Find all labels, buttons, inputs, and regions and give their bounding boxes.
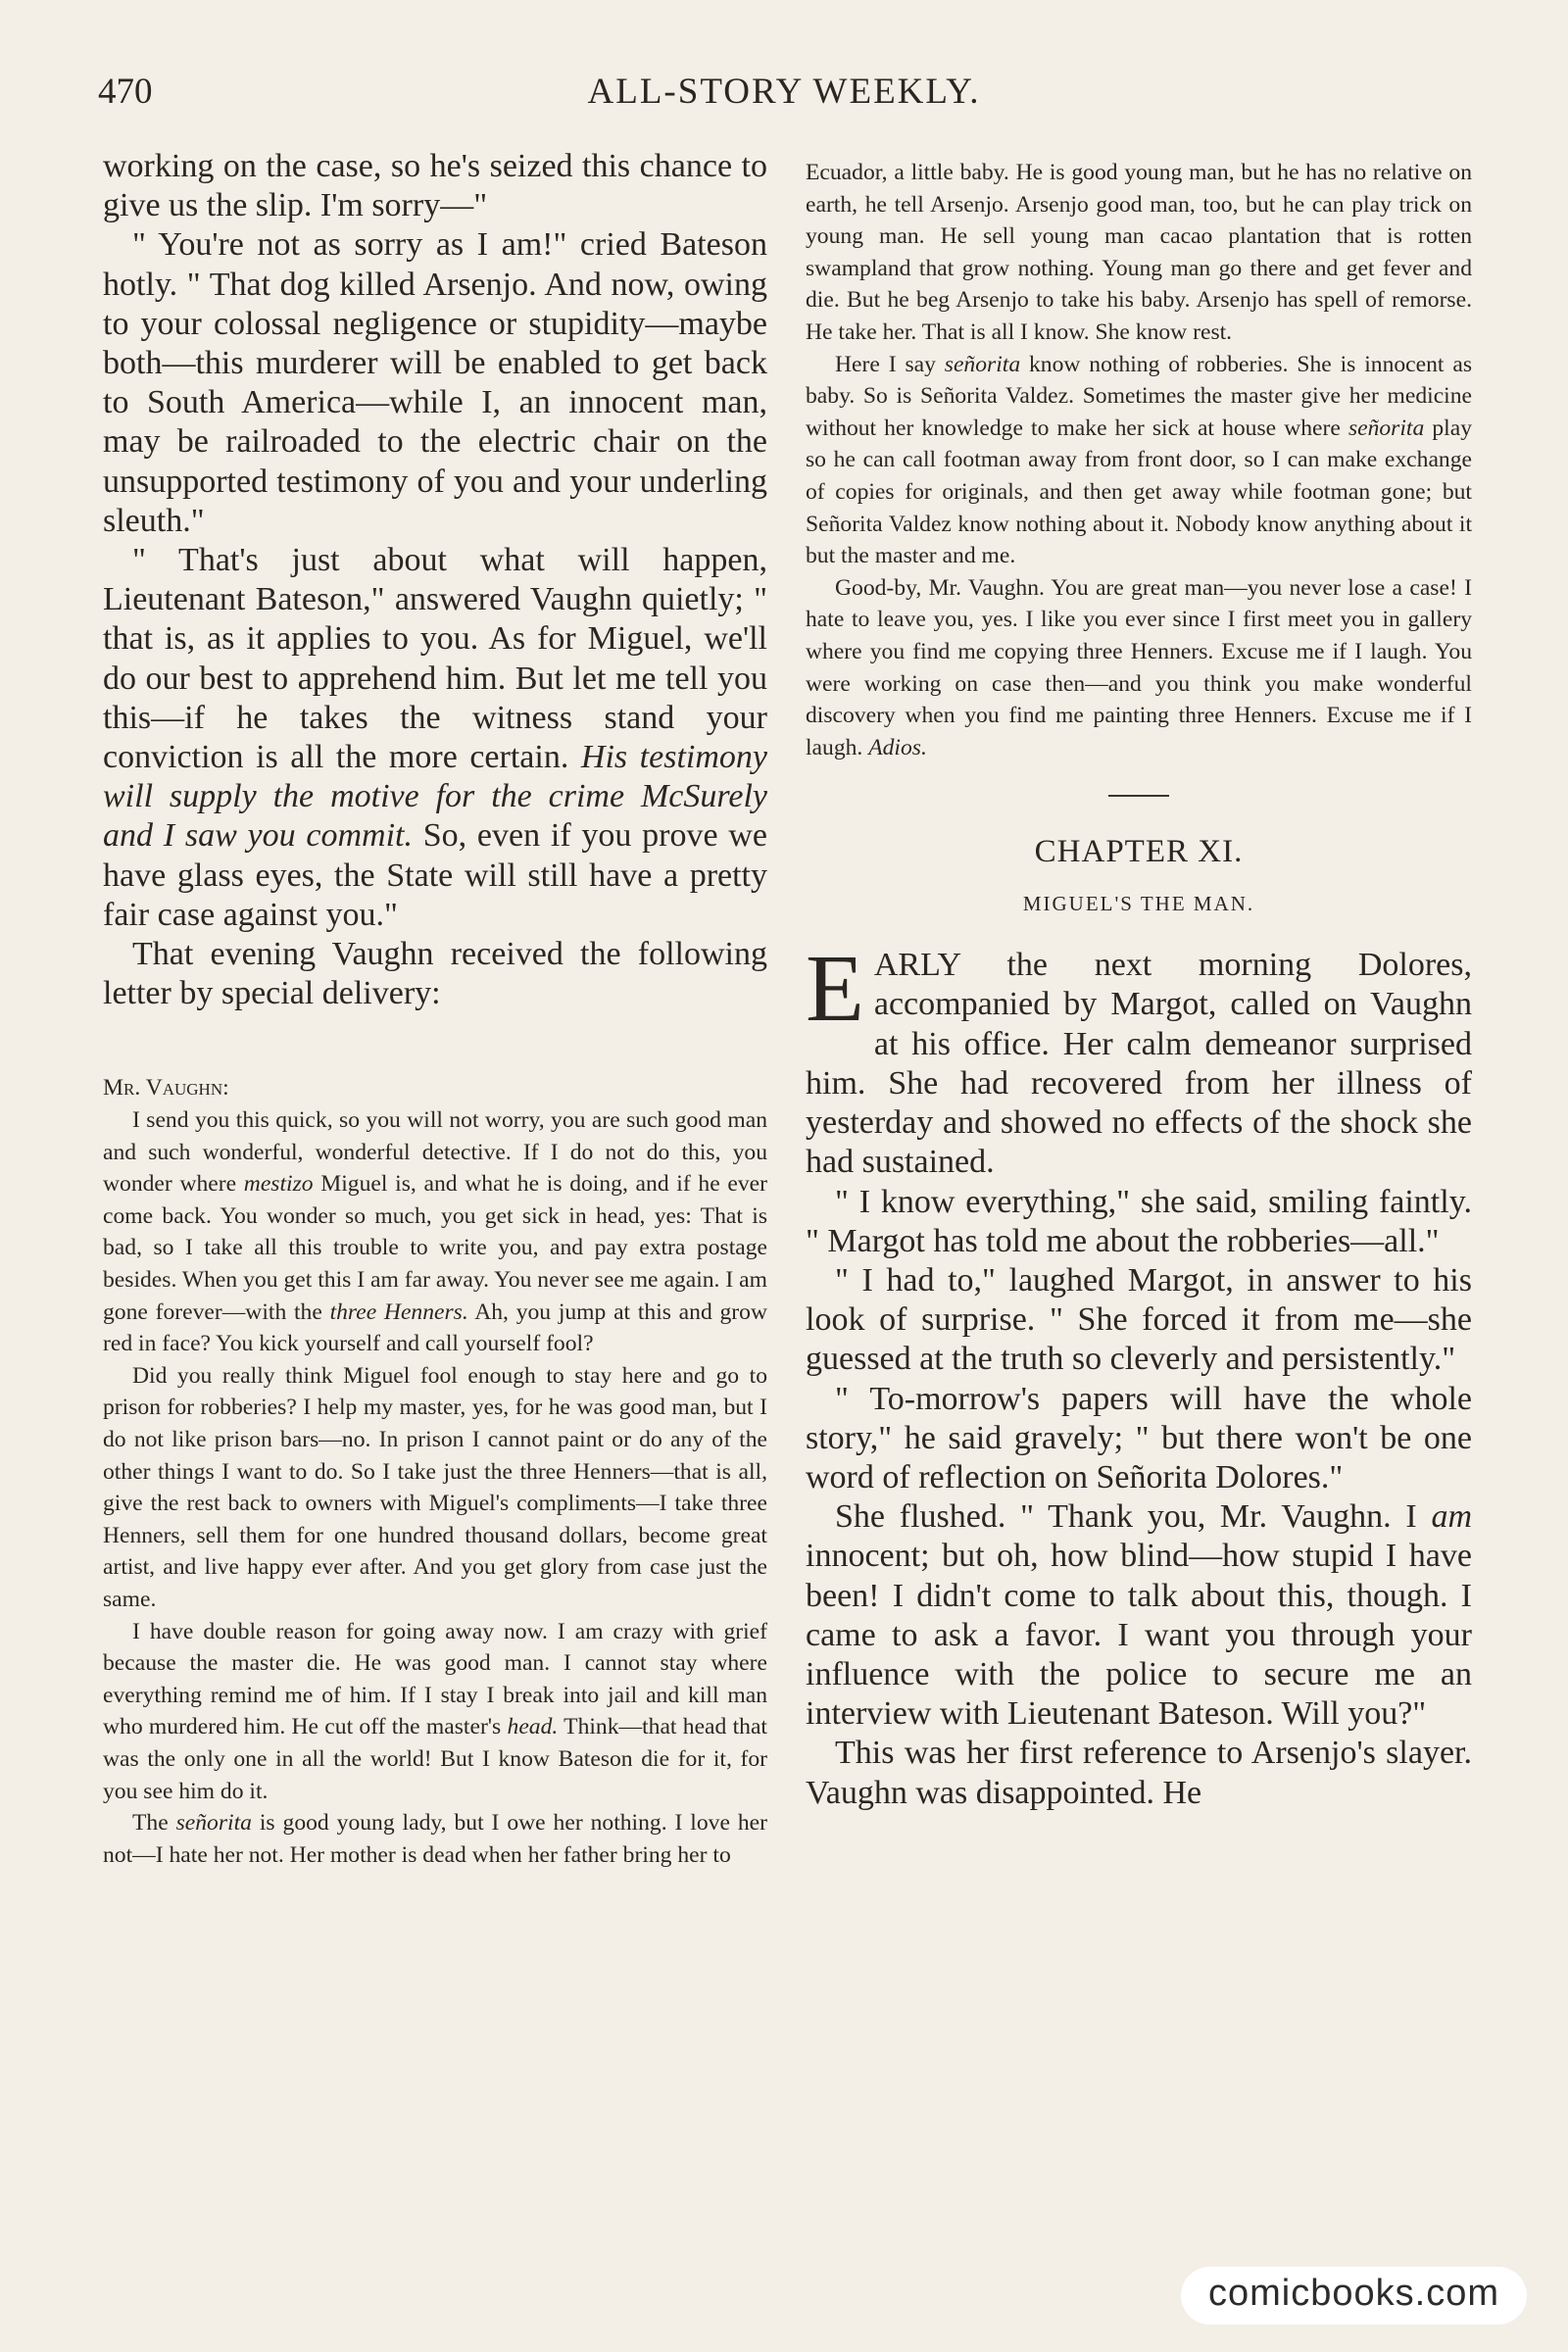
paragraph: EARLY the next morning Dolores, accompanied by Margot, called on Vaughn at his office. Her calm demeanor surprised him. She had recovered from her illness of yesterday and showed no effects of the shock she had sustained. xyxy=(806,936,1472,1181)
paragraph: " That's just about what will happen, Lieutenant Bateson," answered Vaughn quietly; " that is, as it applies to you. As for Miguel, we'll do our best to apprehend him. But let me tell you this—if he takes the witness stand your conviction is all the more certain. His testimony will supply the motive for the crime McSurely and I saw you commit. So, even if you prove we have glass eyes, the State will still have a pretty fair case against you." xyxy=(103,542,767,933)
chapter-subtitle: MIGUEL'S THE MAN. xyxy=(1022,892,1255,916)
paragraph: " To-morrow's papers will have the whole story," he said gravely; " but there won't be one word of reflection on Señorita Dolores." xyxy=(806,1380,1472,1495)
right-column xyxy=(806,157,1472,1813)
page-number: 470 xyxy=(98,72,153,112)
left-column xyxy=(103,147,767,1871)
letter-paragraph: Ecuador, a little baby. He is good young man, but he has no relative on earth, he tell Arsenjo. Arsenjo good man, too, but he can play trick on young man. He sell young man cacao plantation that is rotten swampland that grow nothing. Young man go there and get fever and die. But he beg Arsenjo to take his baby. Arsenjo has spell of remorse. He take her. That is all I know. She know rest. xyxy=(806,160,1472,345)
chapter-title: CHAPTER XI. xyxy=(1034,834,1244,870)
letter-paragraph: Did you really think Miguel fool enough to stay here and go to prison for robberies? I help my master, yes, for he was good man, but I do not like prison bars—no. In prison I cannot paint or do any of the other things I want to do. So I take just the three Henners—that is all, give the rest back to owners with Miguel's compliments—I take three Henners, sell them for one hundred thousand dollars, become great artist, and live happy ever after. And you get glory from case just the same. xyxy=(103,1362,767,1612)
letter-paragraph: Good-by, Mr. Vaughn. You are great man—you never lose a case! I hate to leave you, yes. I like you ever since I first meet you in gallery where you find me copying three Henners. Excuse me if I laugh. You were working on case then—and you think you make wonderful discovery when you find me painting three Henners. Excuse me if I laugh. Adios. xyxy=(806,574,1472,760)
letter-paragraph: The señorita is good young lady, but I owe her nothing. I love her not—I hate her not. Her mother is dead when her father bring her to xyxy=(103,1810,767,1868)
paragraph: This was her first reference to Arsenjo's slayer. Vaughn was disappointed. He xyxy=(806,1735,1472,1811)
paragraph: " I had to," laughed Margot, in answer to his look of surprise. " She forced it from me—she guessed at the truth so cleverly and persistently." xyxy=(806,1261,1472,1378)
drop-cap: E xyxy=(806,936,864,1043)
paragraph: She flushed. " Thank you, Mr. Vaughn. I am innocent; but oh, how blind—how stupid I have been! I didn't come to talk about this, though. I came to ask a favor. I want you through your influence with the police to secure me an interview with Lieutenant Bateson. Will you?" xyxy=(806,1498,1472,1733)
letter-paragraph: Here I say señorita know nothing of robberies. She is innocent as baby. So is Señorita Valdez. Sometimes the master give her medicine without her knowledge to make her sick at house where señorita play so he can call footman away from front door, so I can make exchange of copies for originals, and then get away while footman gone; but Señorita Valdez know nothing about it. Nobody know anything about it but the master and me. xyxy=(806,351,1473,569)
section-divider xyxy=(1108,795,1169,797)
watermark: comicbooks.com xyxy=(1181,2267,1527,2325)
paragraph: " You're not as sorry as I am!" cried Bateson hotly. " That dog killed Arsenjo. And now, owing to your colossal negligence or stupidity—maybe both—this murderer will be enabled to get back to South America—while I, an innocent man, may be railroaded to the electric chair on the unsupported testimony of you and your underling sleuth." xyxy=(103,226,767,539)
letter-paragraph: I have double reason for going away now. I am crazy with grief because the master die. He was good man. I cannot stay where everything remind me of him. If I stay I break into jail and kill man who murdered him. He cut off the master's head. Think—that head that was the only one in all the world! But I know Bateson die for it, for you see him do it. xyxy=(103,1618,767,1804)
letter-paragraph: I send you this quick, so you will not worry, you are such good man and such wonderful, wonderful detective. If I do not do this, you wonder where mestizo Miguel is, and what he is doing, and if he ever come back. You wonder so much, you get sick in head, yes: That is bad, so I take all this trouble to write you, and pay extra postage besides. When you get this I am far away. You never see me again. I am gone forever—with the three Henners. Ah, you jump at this and grow red in face? You kick yourself and call yourself fool? xyxy=(103,1107,767,1357)
running-title: ALL-STORY WEEKLY. xyxy=(587,72,981,112)
paragraph: working on the case, so he's seized this chance to give us the slip. I'm sorry—" xyxy=(103,148,767,224)
letter-salutation: Mr. Vaughn: xyxy=(103,1075,229,1102)
page-header xyxy=(98,71,1470,129)
paragraph: " I know everything," she said, smiling faintly. " Margot has told me about the robberies—all." xyxy=(806,1183,1472,1259)
paragraph: That evening Vaughn received the following letter by special delivery: xyxy=(103,936,767,1012)
